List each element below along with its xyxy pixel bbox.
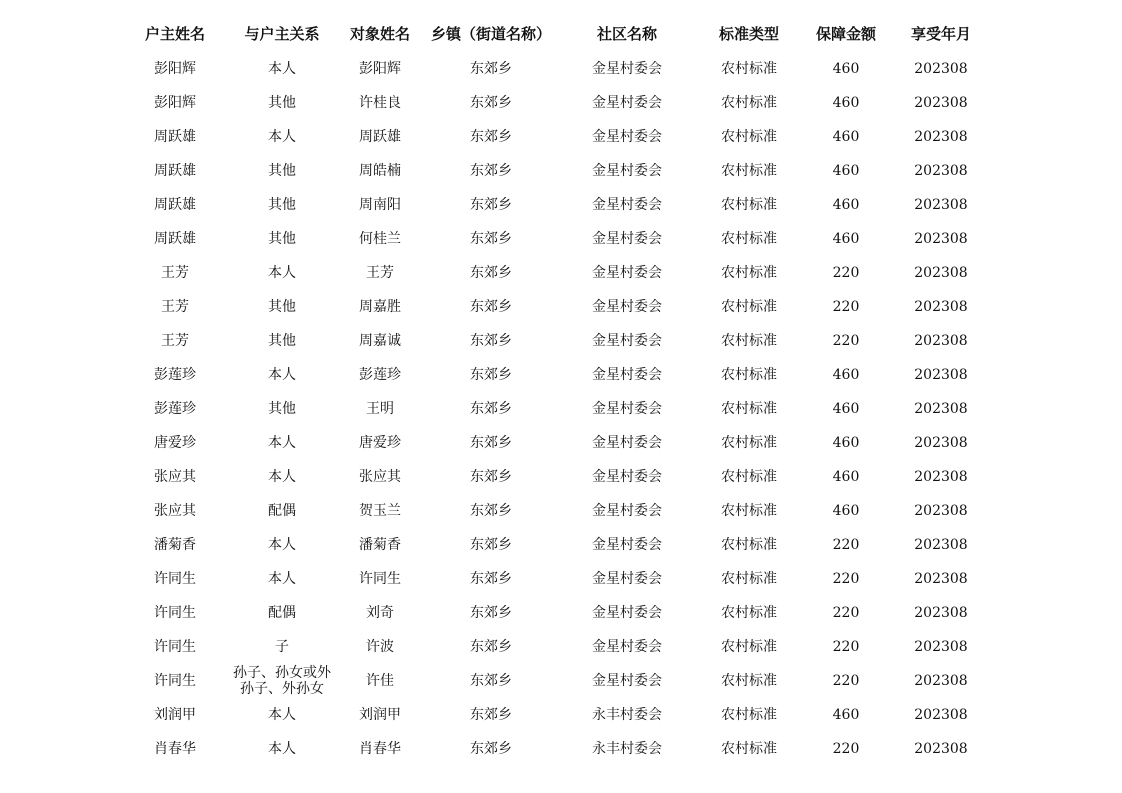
cell-community: 金星村委会 <box>592 435 662 451</box>
cell-community: 金星村委会 <box>592 129 662 145</box>
cell-community: 金星村委会 <box>592 163 662 179</box>
table-row <box>120 732 990 766</box>
cell-year-month: 202308 <box>914 265 968 281</box>
cell-community: 金星村委会 <box>592 299 662 315</box>
cell-householder-name: 张应其 <box>154 469 196 485</box>
cell-standard-type: 农村标准 <box>721 537 777 553</box>
cell-recipient-name: 唐爱珍 <box>359 435 401 451</box>
cell-community: 金星村委会 <box>592 503 662 519</box>
cell-recipient-name: 张应其 <box>359 469 401 485</box>
table-row <box>120 698 990 732</box>
table-row <box>120 392 990 426</box>
cell-standard-type: 农村标准 <box>721 741 777 757</box>
cell-township: 东郊乡 <box>470 673 512 689</box>
table-row <box>120 528 990 562</box>
cell-recipient-name: 刘奇 <box>366 605 394 621</box>
cell-amount: 220 <box>832 571 860 587</box>
cell-householder-name: 彭莲珍 <box>154 401 196 417</box>
benefit-table <box>120 16 990 766</box>
cell-standard-type: 农村标准 <box>721 605 777 621</box>
cell-township: 东郊乡 <box>470 639 512 655</box>
table-row <box>120 460 990 494</box>
cell-recipient-name: 王芳 <box>366 265 394 281</box>
table-row <box>120 562 990 596</box>
cell-township: 东郊乡 <box>470 435 512 451</box>
cell-amount: 460 <box>832 367 860 383</box>
cell-relationship: 配偶 <box>268 605 296 621</box>
cell-township: 东郊乡 <box>470 401 512 417</box>
cell-community: 金星村委会 <box>592 265 662 281</box>
cell-recipient-name: 周南阳 <box>359 197 401 213</box>
cell-standard-type: 农村标准 <box>721 197 777 213</box>
cell-standard-type: 农村标准 <box>721 707 777 723</box>
cell-relationship: 本人 <box>268 435 296 451</box>
cell-relationship: 其他 <box>268 197 296 213</box>
cell-recipient-name: 许同生 <box>359 571 401 587</box>
cell-community: 金星村委会 <box>592 673 662 689</box>
cell-year-month: 202308 <box>914 401 968 417</box>
cell-householder-name: 王芳 <box>161 333 189 349</box>
cell-recipient-name: 周嘉诚 <box>359 333 401 349</box>
cell-standard-type: 农村标准 <box>721 469 777 485</box>
cell-year-month: 202308 <box>914 163 968 179</box>
cell-recipient-name: 彭阳辉 <box>359 61 401 77</box>
cell-householder-name: 许同生 <box>154 673 196 689</box>
cell-community: 金星村委会 <box>592 61 662 77</box>
cell-township: 东郊乡 <box>470 129 512 145</box>
cell-year-month: 202308 <box>914 605 968 621</box>
cell-householder-name: 张应其 <box>154 503 196 519</box>
table-row <box>120 290 990 324</box>
cell-standard-type: 农村标准 <box>721 95 777 111</box>
cell-community: 金星村委会 <box>592 367 662 383</box>
header-year-month: 享受年月 <box>910 25 971 43</box>
cell-community: 金星村委会 <box>592 95 662 111</box>
cell-recipient-name: 贺玉兰 <box>359 503 401 519</box>
cell-householder-name: 周跃雄 <box>154 231 196 247</box>
cell-year-month: 202308 <box>914 197 968 213</box>
cell-relationship: 本人 <box>268 741 296 757</box>
cell-amount: 460 <box>832 231 860 247</box>
cell-township: 东郊乡 <box>470 741 512 757</box>
cell-householder-name: 王芳 <box>161 265 189 281</box>
cell-recipient-name: 周嘉胜 <box>359 299 401 315</box>
cell-householder-name: 许同生 <box>154 571 196 587</box>
cell-relationship: 本人 <box>268 469 296 485</box>
cell-township: 东郊乡 <box>470 571 512 587</box>
cell-relationship: 本人 <box>268 367 296 383</box>
table-row <box>120 154 990 188</box>
cell-amount: 220 <box>832 639 860 655</box>
cell-township: 东郊乡 <box>470 231 512 247</box>
cell-township: 东郊乡 <box>470 367 512 383</box>
cell-recipient-name: 周跃雄 <box>359 129 401 145</box>
cell-relationship: 本人 <box>268 61 296 77</box>
cell-recipient-name: 何桂兰 <box>359 231 401 247</box>
cell-relationship: 本人 <box>268 537 296 553</box>
cell-community: 金星村委会 <box>592 639 662 655</box>
table-header <box>120 16 990 52</box>
cell-township: 东郊乡 <box>470 299 512 315</box>
cell-standard-type: 农村标准 <box>721 571 777 587</box>
cell-community: 永丰村委会 <box>592 707 662 723</box>
cell-relationship: 其他 <box>268 401 296 417</box>
cell-amount: 220 <box>832 741 860 757</box>
cell-township: 东郊乡 <box>470 707 512 723</box>
cell-year-month: 202308 <box>914 707 968 723</box>
cell-amount: 460 <box>832 435 860 451</box>
cell-recipient-name: 许波 <box>366 639 394 655</box>
cell-community: 金星村委会 <box>592 537 662 553</box>
cell-householder-name: 王芳 <box>161 299 189 315</box>
cell-standard-type: 农村标准 <box>721 299 777 315</box>
cell-householder-name: 许同生 <box>154 639 196 655</box>
cell-recipient-name: 彭莲珍 <box>359 367 401 383</box>
table-row <box>120 494 990 528</box>
cell-amount: 460 <box>832 61 860 77</box>
cell-relationship: 子 <box>275 639 289 655</box>
cell-recipient-name: 刘润甲 <box>359 707 401 723</box>
cell-amount: 460 <box>832 707 860 723</box>
cell-recipient-name: 许佳 <box>366 673 394 689</box>
cell-relationship: 本人 <box>268 571 296 587</box>
cell-township: 东郊乡 <box>470 503 512 519</box>
header-township: 乡镇（街道名称） <box>430 25 551 43</box>
table-row <box>120 52 990 86</box>
cell-amount: 220 <box>832 265 860 281</box>
cell-township: 东郊乡 <box>470 537 512 553</box>
cell-community: 金星村委会 <box>592 571 662 587</box>
cell-householder-name: 周跃雄 <box>154 197 196 213</box>
table-body <box>120 52 990 766</box>
table-row <box>120 86 990 120</box>
cell-year-month: 202308 <box>914 639 968 655</box>
cell-relationship: 本人 <box>268 129 296 145</box>
cell-township: 东郊乡 <box>470 605 512 621</box>
cell-amount: 220 <box>832 605 860 621</box>
cell-relationship: 其他 <box>268 163 296 179</box>
cell-relationship: 其他 <box>268 299 296 315</box>
table-row <box>120 358 990 392</box>
cell-township: 东郊乡 <box>470 197 512 213</box>
table-row <box>120 188 990 222</box>
cell-year-month: 202308 <box>914 571 968 587</box>
cell-householder-name: 潘菊香 <box>154 537 196 553</box>
table-row <box>120 120 990 154</box>
header-relationship: 与户主关系 <box>244 25 320 43</box>
cell-standard-type: 农村标准 <box>721 673 777 689</box>
table-row <box>120 596 990 630</box>
cell-year-month: 202308 <box>914 673 968 689</box>
cell-relationship: 本人 <box>268 265 296 281</box>
cell-amount: 220 <box>832 673 860 689</box>
cell-recipient-name: 肖春华 <box>359 741 401 757</box>
cell-amount: 220 <box>832 537 860 553</box>
cell-year-month: 202308 <box>914 61 968 77</box>
cell-standard-type: 农村标准 <box>721 265 777 281</box>
cell-standard-type: 农村标准 <box>721 129 777 145</box>
cell-householder-name: 彭莲珍 <box>154 367 196 383</box>
cell-community: 金星村委会 <box>592 605 662 621</box>
cell-amount: 460 <box>832 469 860 485</box>
cell-relationship: 其他 <box>268 231 296 247</box>
cell-relationship: 其他 <box>268 95 296 111</box>
cell-year-month: 202308 <box>914 333 968 349</box>
cell-recipient-name: 潘菊香 <box>359 537 401 553</box>
table-row <box>120 324 990 358</box>
cell-year-month: 202308 <box>914 741 968 757</box>
cell-year-month: 202308 <box>914 231 968 247</box>
cell-year-month: 202308 <box>914 537 968 553</box>
cell-township: 东郊乡 <box>470 265 512 281</box>
cell-standard-type: 农村标准 <box>721 639 777 655</box>
cell-year-month: 202308 <box>914 469 968 485</box>
cell-community: 永丰村委会 <box>592 741 662 757</box>
cell-community: 金星村委会 <box>592 197 662 213</box>
cell-householder-name: 唐爱珍 <box>154 435 196 451</box>
cell-amount: 460 <box>832 163 860 179</box>
cell-standard-type: 农村标准 <box>721 367 777 383</box>
cell-recipient-name: 周皓楠 <box>359 163 401 179</box>
cell-year-month: 202308 <box>914 435 968 451</box>
table-row <box>120 426 990 460</box>
cell-householder-name: 许同生 <box>154 605 196 621</box>
cell-standard-type: 农村标准 <box>721 333 777 349</box>
cell-amount: 460 <box>832 401 860 417</box>
cell-householder-name: 刘润甲 <box>154 707 196 723</box>
cell-standard-type: 农村标准 <box>721 435 777 451</box>
table-row <box>120 664 990 698</box>
cell-relationship: 本人 <box>268 707 296 723</box>
cell-township: 东郊乡 <box>470 163 512 179</box>
header-standard-type: 标准类型 <box>718 25 779 43</box>
cell-standard-type: 农村标准 <box>721 503 777 519</box>
cell-standard-type: 农村标准 <box>721 163 777 179</box>
cell-standard-type: 农村标准 <box>721 231 777 247</box>
cell-year-month: 202308 <box>914 95 968 111</box>
cell-community: 金星村委会 <box>592 469 662 485</box>
cell-householder-name: 肖春华 <box>154 741 196 757</box>
cell-amount: 220 <box>832 299 860 315</box>
cell-township: 东郊乡 <box>470 469 512 485</box>
cell-householder-name: 彭阳辉 <box>154 61 196 77</box>
header-amount: 保障金额 <box>815 25 876 43</box>
cell-householder-name: 周跃雄 <box>154 129 196 145</box>
cell-relationship: 配偶 <box>268 503 296 519</box>
cell-recipient-name: 王明 <box>366 401 394 417</box>
cell-standard-type: 农村标准 <box>721 401 777 417</box>
cell-community: 金星村委会 <box>592 231 662 247</box>
header-householder-name: 户主姓名 <box>144 25 205 43</box>
cell-community: 金星村委会 <box>592 333 662 349</box>
cell-standard-type: 农村标准 <box>721 61 777 77</box>
table-row <box>120 222 990 256</box>
cell-amount: 460 <box>832 197 860 213</box>
cell-township: 东郊乡 <box>470 333 512 349</box>
cell-householder-name: 彭阳辉 <box>154 95 196 111</box>
header-community: 社区名称 <box>596 25 657 43</box>
table-row <box>120 256 990 290</box>
cell-community: 金星村委会 <box>592 401 662 417</box>
cell-amount: 460 <box>832 129 860 145</box>
cell-amount: 460 <box>832 95 860 111</box>
table-row <box>120 630 990 664</box>
cell-township: 东郊乡 <box>470 61 512 77</box>
cell-recipient-name: 许桂良 <box>359 95 401 111</box>
cell-year-month: 202308 <box>914 129 968 145</box>
cell-year-month: 202308 <box>914 299 968 315</box>
cell-relationship: 孙子、孙女或外孙子、外孙女 <box>233 665 331 697</box>
cell-amount: 460 <box>832 503 860 519</box>
cell-relationship: 其他 <box>268 333 296 349</box>
cell-year-month: 202308 <box>914 503 968 519</box>
cell-year-month: 202308 <box>914 367 968 383</box>
cell-amount: 220 <box>832 333 860 349</box>
cell-township: 东郊乡 <box>470 95 512 111</box>
cell-householder-name: 周跃雄 <box>154 163 196 179</box>
header-recipient-name: 对象姓名 <box>349 25 410 43</box>
